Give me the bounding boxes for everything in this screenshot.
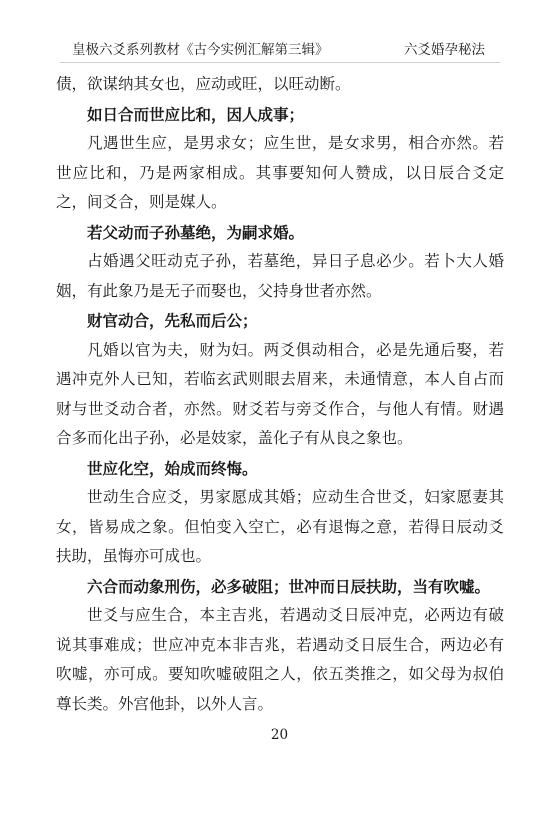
paragraph: 债，欲谋纳其女也，应动或旺，以旺动断。	[56, 75, 351, 93]
section-heading: 如日合而世应比和，因人成事；	[87, 104, 305, 124]
paragraph: 世动生合应爻，男家愿成其婚；应动生合世爻，妇家愿妻其女，皆易成之象。但怕变入空亡，必有退悔之意，若得日辰动爻扶助，虽悔亦可成也。	[56, 488, 504, 565]
section-heading: 财官动合，先私而后公；	[87, 311, 258, 330]
header-chapter-title: 六爻婚孕秘法	[404, 42, 485, 58]
header-book-title: 皇极六爻系列教材《古今实例汇解第三辑》	[72, 42, 329, 58]
paragraph: 凡遇世生应，是男求女；应生世，是女求男，相合亦然。若世应比和，乃是两家相成。其事要知何人赞成，以日辰合爻定之，间爻合，则是媒人。	[56, 134, 504, 211]
paragraph: 占婚遇父旺动克子孙，若墓绝，异日子息必少。若卜大人婚姻，有此象乃是无子而娶也，父持身世者亦然。	[56, 252, 504, 300]
page-number: 20	[270, 727, 289, 743]
paragraph: 凡婚以官为夫，财为妇。两爻俱动相合，必是先通后娶，若遇冲克外人已知，若临玄武则眼去眉来，未通情意，本人自占而财与世爻动合者，亦然。财爻若与旁爻作合，与他人有情。财遇合多而化出子孙，必是妓家，盖化子有从良之象也。	[56, 340, 504, 447]
page-header	[0, 38, 559, 58]
section-heading: 世应化空，始成而终悔。	[87, 458, 258, 478]
paragraph: 世爻与应生合，本主吉兆，若遇动爻日辰冲克，必两边有破说其事难成；世应冲克本非吉兆，若遇动爻日辰生合，两边必有吹嘘，亦可成。要知吹嘘破阻之人，依五类推之，如父母为叔伯尊长类。外宫他卦，以外人言。	[56, 606, 504, 713]
page-body	[56, 70, 504, 719]
header-divider	[60, 62, 500, 63]
section-heading: 若父动而子孙墓绝，为嗣求婚。	[87, 222, 305, 242]
section-heading: 六合而动象刑伤，必多破阻；世冲而日辰扶助，当有吹嘘。	[87, 576, 491, 596]
